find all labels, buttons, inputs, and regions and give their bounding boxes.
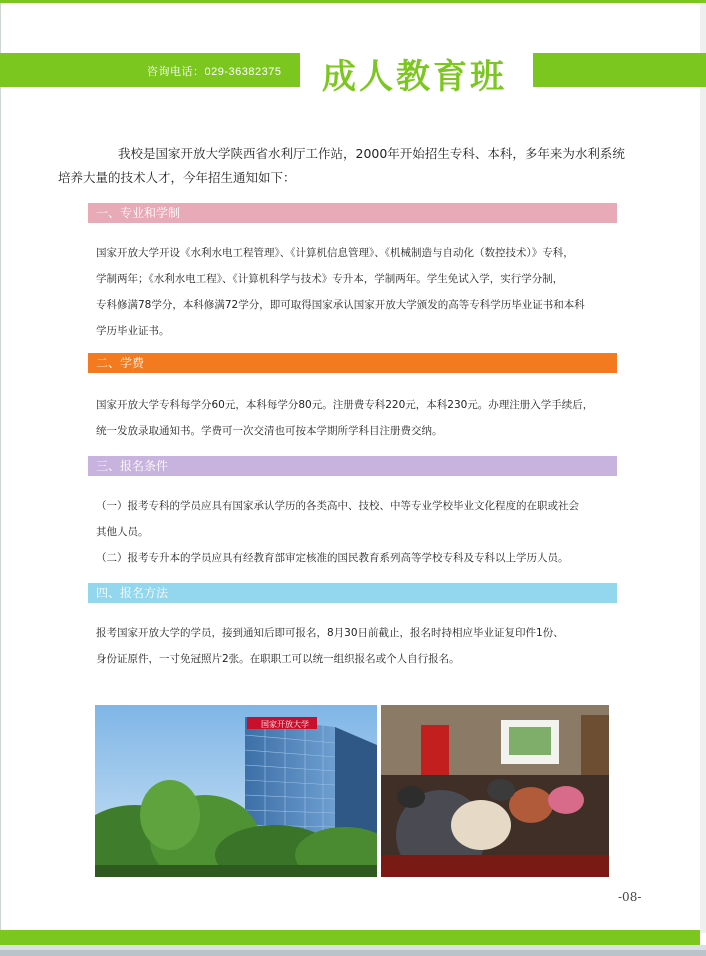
left-margin-rule bbox=[0, 3, 1, 933]
body-line: 国家开放大学开设《水利水电工程管理》、《计算机信息管理》、《机械制造与自动化（数控技术）》专科， bbox=[96, 247, 574, 259]
body-line: 国家开放大学专科每学分60元，本科每学分80元。注册费专科220元，本科230元。办理注册入学手续后， bbox=[96, 399, 594, 411]
footer-gray-strip-dark bbox=[0, 950, 706, 956]
page-corner-notch bbox=[678, 3, 700, 25]
body-line: （二）报考专升本的学员应具有经教育部审定核准的国民教育系列高等学校专科及专科以上学历人员。 bbox=[96, 552, 569, 564]
page-number: -08- bbox=[618, 890, 642, 904]
body-line: （一）报考专科的学员应具有国家承认学历的各类高中、技校、中等专业学校毕业文化程度的在职或社会 bbox=[96, 500, 579, 512]
intro-line: 我校是国家开放大学陕西省水利厅工作站，2000年开始招生专科、本科，多年来为水利系统 bbox=[118, 146, 625, 161]
section-body-tuition bbox=[96, 392, 620, 444]
body-line: 其他人员。 bbox=[96, 526, 149, 538]
section-heading-requirements: 三、报名条件 bbox=[88, 456, 617, 476]
section-heading-majors: 一、专业和学制 bbox=[88, 203, 617, 223]
top-accent-line bbox=[0, 0, 706, 3]
body-line: 身份证原件，一寸免冠照片2张。在职职工可以统一组织报名或个人自行报名。 bbox=[96, 653, 460, 665]
intro-line: 培养大量的技术人才，今年招生通知如下： bbox=[58, 170, 296, 185]
body-line: 学制两年；《水利水电工程》、《计算机科学与技术》专升本，学制两年。学生免试入学，实行学分制， bbox=[96, 273, 564, 285]
building-sign-text: 国家开放大学 bbox=[261, 720, 309, 729]
section-body-requirements bbox=[96, 493, 620, 571]
page-title: 成人教育班 bbox=[322, 57, 507, 97]
footer-green-bar bbox=[0, 930, 700, 945]
classroom-photo bbox=[381, 705, 609, 877]
phone-contact: 咨询电话：029-36382375 bbox=[147, 66, 282, 78]
body-line: 学历毕业证书。 bbox=[96, 325, 170, 337]
body-line: 统一发放录取通知书。学费可一次交清也可按本学期所学科目注册费交纳。 bbox=[96, 425, 443, 437]
intro-paragraph bbox=[58, 142, 636, 190]
page-edge bbox=[700, 3, 706, 933]
university-building-photo bbox=[95, 705, 377, 877]
section-heading-registration: 四、报名方法 bbox=[88, 583, 617, 603]
section-body-registration bbox=[96, 620, 620, 672]
body-line: 报考国家开放大学的学员，接到通知后即可报名，8月30日前截止，报名时持相应毕业证复印件1份、 bbox=[96, 627, 564, 639]
header-green-bar-tail bbox=[533, 53, 706, 87]
body-line: 专科修满78学分，本科修满72学分，即可取得国家承认国家开放大学颁发的高等专科学历毕业证书和本科 bbox=[96, 299, 585, 311]
section-body-majors bbox=[96, 240, 620, 344]
section-heading-tuition: 二、学费 bbox=[88, 353, 617, 373]
